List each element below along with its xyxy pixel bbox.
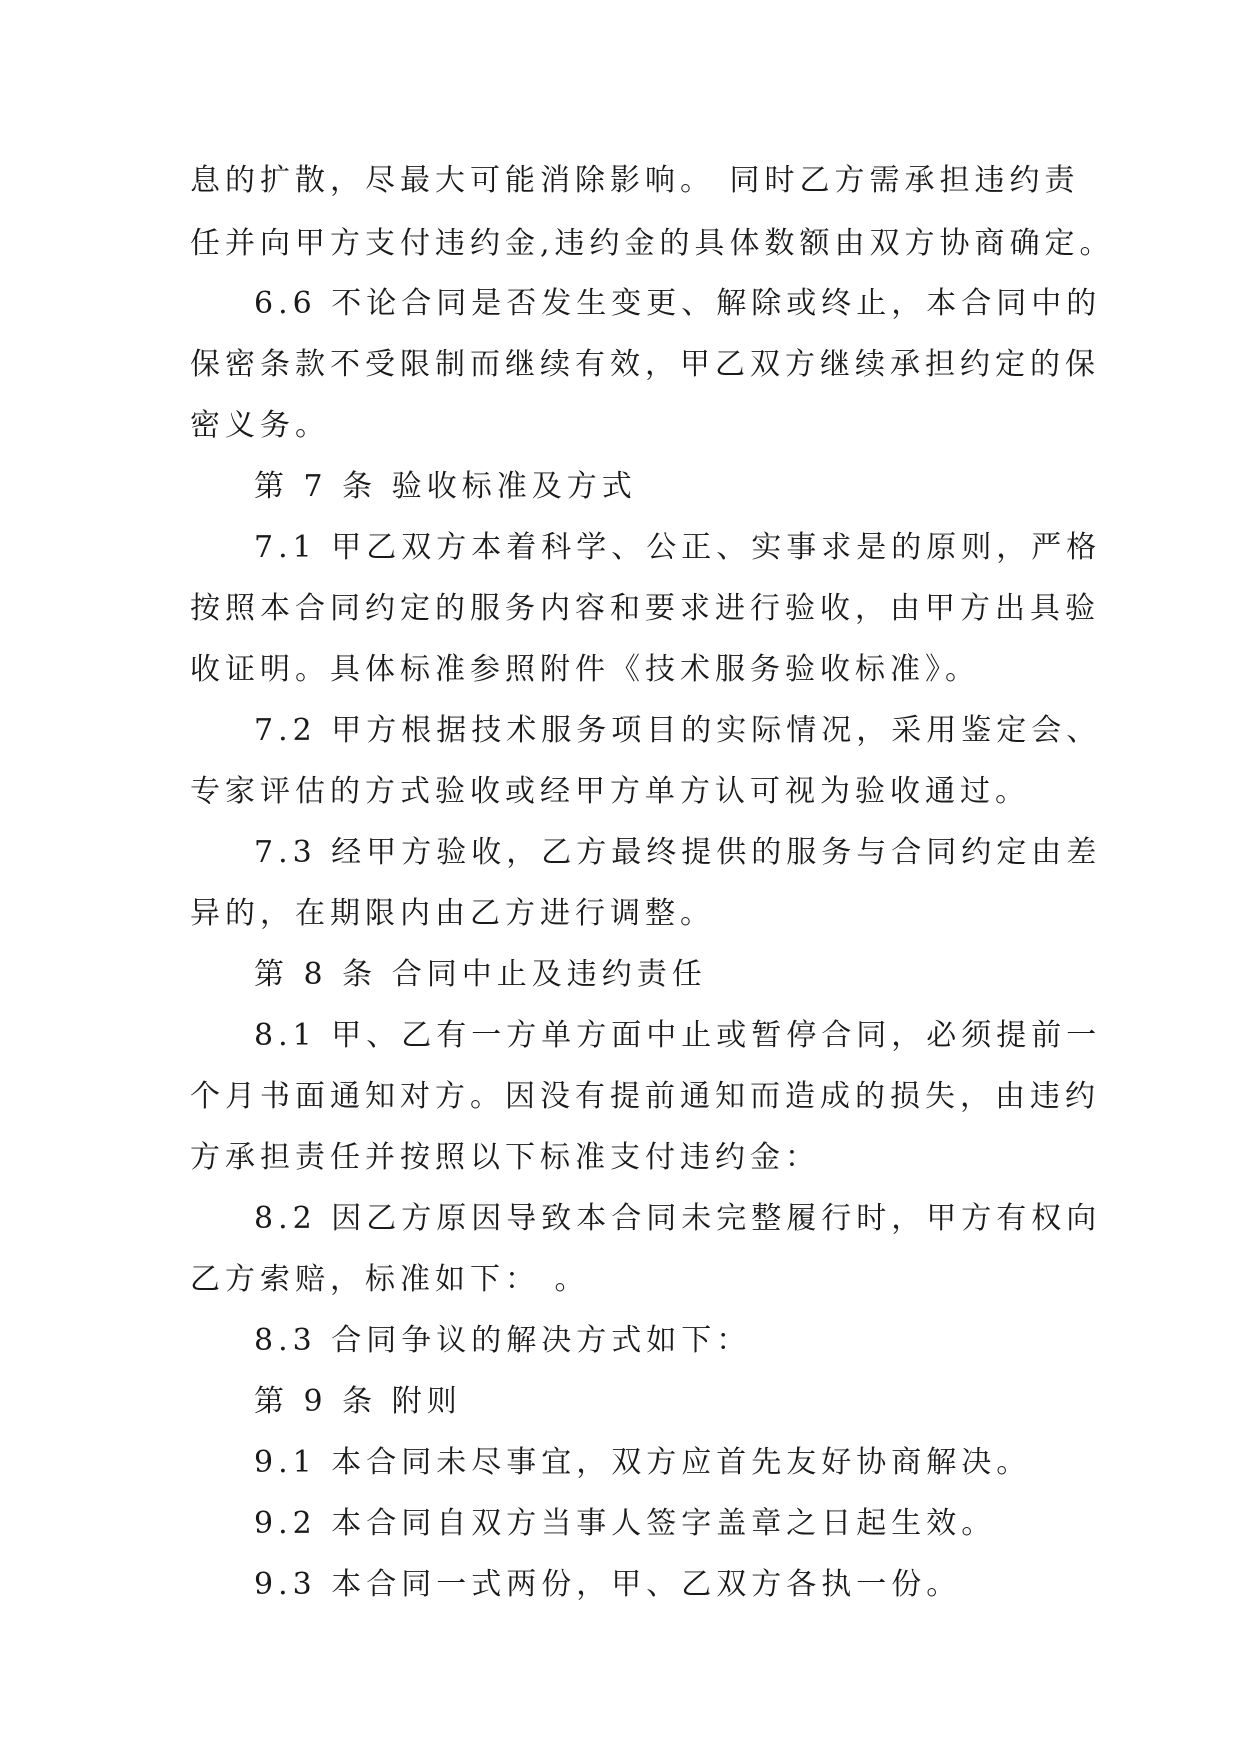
paragraph-7-3-line: 7.3 经甲方验收，乙方最终提供的服务与合同约定由差	[254, 835, 1102, 870]
text-line: 按照本合同约定的服务内容和要求进行验收，由甲方出具验	[190, 591, 1100, 626]
text-line: 专家评估的方式验收或经甲方单方认可视为验收通过。	[190, 774, 1030, 809]
section-heading-7: 第 7 条 验收标准及方式	[254, 469, 637, 504]
section-heading-9: 第 9 条 附则	[254, 1384, 462, 1419]
paragraph-7-1-line: 7.1 甲乙双方本着科学、公正、实事求是的原则，严格	[254, 530, 1102, 565]
paragraph-7-2-line: 7.2 甲方根据技术服务项目的实际情况，采用鉴定会、	[254, 713, 1102, 748]
text-line: 任并向甲方支付违约金,违约金的具体数额由双方协商确定。	[190, 226, 1115, 261]
text-line: 收证明。具体标准参照附件《技术服务验收标准》。	[190, 652, 980, 687]
text-line: 异的，在期限内由乙方进行调整。	[190, 896, 715, 931]
paragraph-8-2-line: 8.2 因乙方原因导致本合同未完整履行时，甲方有权向	[254, 1201, 1102, 1236]
text-line: 保密条款不受限制而继续有效，甲乙双方继续承担约定的保	[190, 347, 1100, 382]
text-line: 乙方索赔，标准如下： 。	[190, 1262, 590, 1297]
paragraph-9-2-line: 9.2 本合同自双方当事人签字盖章之日起生效。	[254, 1506, 997, 1541]
paragraph-9-3-line: 9.3 本合同一式两份，甲、乙双方各执一份。	[254, 1567, 962, 1602]
text-line: 密义务。	[190, 408, 330, 443]
text-line: 息的扩散，尽最大可能消除影响。 同时乙方需承担违约责	[190, 163, 1080, 198]
paragraph-8-3-line: 8.3 合同争议的解决方式如下：	[254, 1323, 752, 1358]
paragraph-9-1-line: 9.1 本合同未尽事宜，双方应首先友好协商解决。	[254, 1445, 1032, 1480]
text-line: 方承担责任并按照以下标准支付违约金：	[190, 1140, 820, 1175]
paragraph-6-6-line: 6.6 不论合同是否发生变更、解除或终止，本合同中的	[254, 286, 1102, 321]
paragraph-8-1-line: 8.1 甲、乙有一方单方面中止或暂停合同，必须提前一	[254, 1018, 1102, 1053]
text-line: 个月书面通知对方。因没有提前通知而造成的损失，由违约	[190, 1079, 1100, 1114]
section-heading-8: 第 8 条 合同中止及违约责任	[254, 957, 707, 992]
